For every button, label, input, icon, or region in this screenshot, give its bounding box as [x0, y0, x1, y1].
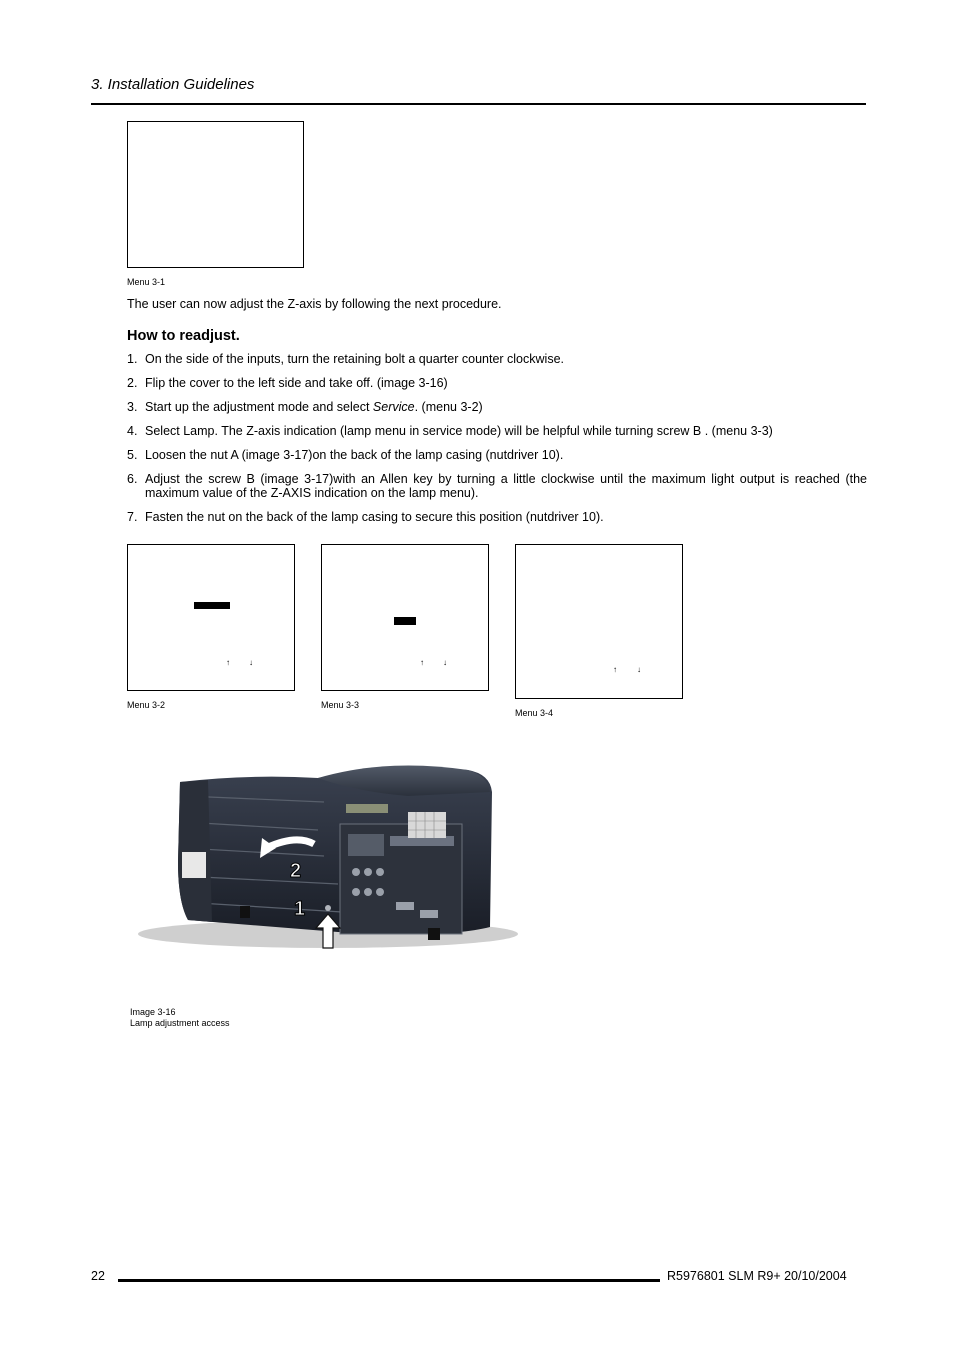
- menu-3-4-caption: Menu 3-4: [515, 708, 554, 718]
- document-reference: R5976801 SLM R9+ 20/10/2004: [667, 1269, 847, 1283]
- step-number: 3.: [127, 400, 138, 414]
- up-arrow-icon: ↑: [613, 665, 617, 674]
- menu-3-1-box: [127, 121, 304, 268]
- step-item: [127, 352, 867, 366]
- up-arrow-icon: ↑: [226, 658, 230, 667]
- up-arrow-icon: ↑: [420, 658, 424, 667]
- image-caption-title: Lamp adjustment access: [130, 1018, 230, 1028]
- menu-3-2-box: [127, 544, 295, 691]
- down-arrow-icon: ↓: [443, 658, 447, 667]
- down-arrow-icon: ↓: [249, 658, 253, 667]
- step-text: Flip the cover to the left side and take off. (image 3-16): [145, 376, 448, 390]
- callout-1: 1: [294, 898, 306, 920]
- step-item: [127, 448, 867, 462]
- section-heading: How to readjust.: [127, 328, 240, 344]
- menu-3-3-box: [321, 544, 489, 691]
- step-number: 6.: [127, 472, 138, 486]
- menu-3-2-caption: Menu 3-2: [127, 700, 166, 710]
- step-item: [127, 376, 867, 390]
- procedure-steps: [127, 352, 867, 534]
- step-italic: Service: [372, 400, 415, 414]
- page-number: 22: [91, 1269, 105, 1283]
- step-text: Fasten the nut on the back of the lamp casing to secure this position (nutdriver 10).: [145, 510, 604, 524]
- menu-3-3-caption: Menu 3-3: [321, 700, 360, 710]
- step-item: [127, 510, 867, 524]
- step-number: 1.: [127, 352, 138, 366]
- callout-2: 2: [290, 860, 302, 882]
- step-text: Start up the adjustment mode and select: [145, 400, 373, 414]
- menu-3-4-box: [515, 544, 683, 699]
- down-arrow-icon: ↓: [637, 665, 641, 674]
- step-text: Select Lamp. The Z-axis indication (lamp menu in service mode) will be helpful while turning screw B . (menu 3-3): [145, 424, 773, 438]
- step-item: [127, 424, 867, 438]
- header-rule: [91, 103, 866, 105]
- step-item: [127, 400, 867, 414]
- menu-selection-bar: [194, 602, 230, 609]
- chapter-title: 3. Installation Guidelines: [91, 76, 255, 93]
- step-text-after: . (menu 3-2): [414, 400, 483, 414]
- step-number: 2.: [127, 376, 138, 390]
- step-text: On the side of the inputs, turn the retaining bolt a quarter counter clockwise.: [145, 352, 564, 366]
- menu-3-1-caption: Menu 3-1: [127, 277, 166, 287]
- intro-text: The user can now adjust the Z-axis by following the next procedure.: [127, 297, 502, 311]
- footer-rule: [118, 1279, 660, 1282]
- menu-selection-bar: [394, 617, 416, 625]
- step-number: 7.: [127, 510, 138, 524]
- step-item: [127, 472, 867, 500]
- step-text: Loosen the nut A (image 3-17)on the back of the lamp casing (nutdriver 10).: [145, 448, 564, 462]
- step-number: 4.: [127, 424, 138, 438]
- projector-photo: [128, 752, 520, 1004]
- step-text: Adjust the screw B (image 3-17)with an Allen key by turning a little clockwise until the maximum light output is reached (the maximum value of the Z-AXIS indication on the lamp menu).: [145, 472, 867, 500]
- projector-illustration: [128, 752, 520, 1004]
- step-number: 5.: [127, 448, 138, 462]
- image-caption-number: Image 3-16: [130, 1007, 176, 1017]
